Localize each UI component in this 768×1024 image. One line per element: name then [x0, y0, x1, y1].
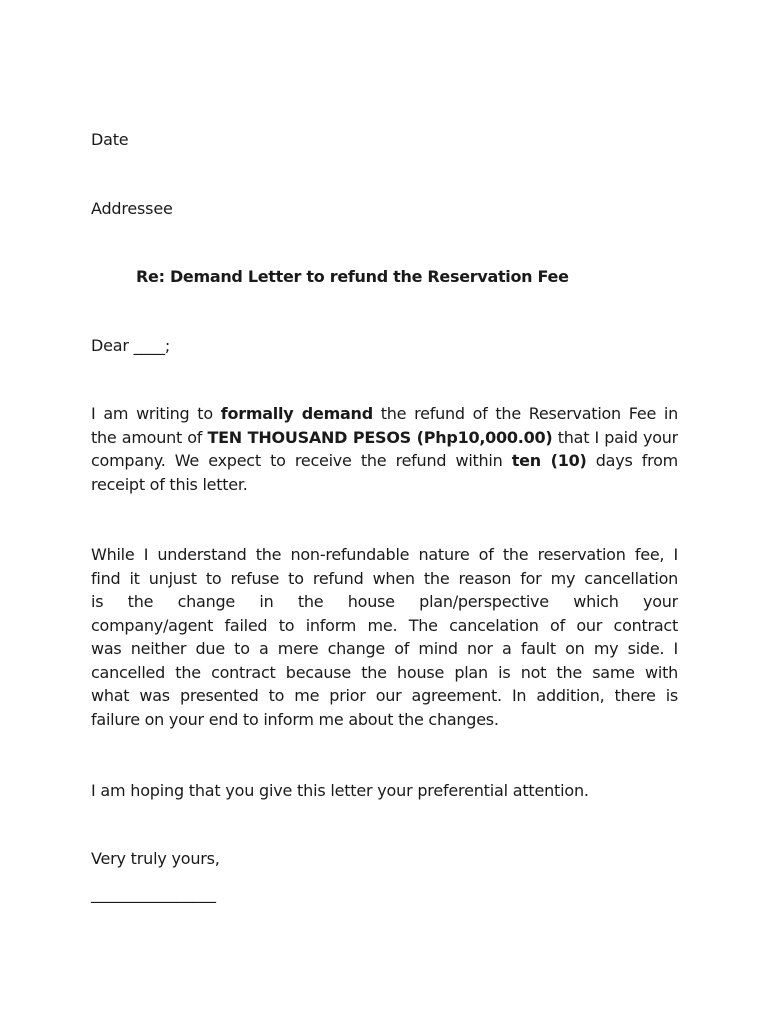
paragraph-line: failure on your end to inform me about the changes.: [91, 709, 499, 729]
text-run: days from: [586, 451, 678, 470]
bold-text-run: ten (10): [511, 451, 587, 470]
paragraph-line: cancelled the contract because the house plan is not the same with: [91, 662, 678, 682]
bold-text-run: formally demand: [220, 404, 373, 423]
bold-text-run: TEN THOUSAND PESOS (Php10,000.00): [207, 427, 553, 447]
paragraph-line: While I understand the non-refundable nature of the reservation fee, I: [91, 545, 678, 564]
paragraph-demand: [91, 402, 678, 496]
paragraph-line: was neither due to a mere change of mind nor a fault on my side. I: [91, 639, 678, 658]
paragraph-line: find it unjust to refuse to refund when the reason for my cancellation: [91, 568, 678, 588]
paragraph-line: company/agent failed to inform me. The cancelation of our contract: [91, 615, 678, 635]
paragraph-line: [91, 426, 678, 450]
text-run: I am writing to: [91, 404, 221, 423]
date-line: Date: [91, 130, 129, 149]
signature-line: ________________: [91, 884, 216, 903]
subject-line: Re: Demand Letter to refund the Reservation Fee: [136, 267, 569, 286]
text-run: the refund of the Reservation Fee in: [372, 404, 678, 423]
closing-line: Very truly yours,: [91, 849, 220, 868]
salutation-line: Dear ____;: [91, 336, 171, 355]
paragraph-line: what was presented to me prior our agreement. In addition, there is: [91, 686, 678, 705]
paragraph-explanation: [91, 543, 678, 731]
paragraph-line: is the change in the house plan/perspective which your: [91, 592, 678, 611]
addressee-line: Addressee: [91, 199, 173, 218]
text-run: company. We expect to receive the refund within: [91, 451, 512, 470]
closing-request-line: I am hoping that you give this letter your preferential attention.: [91, 781, 589, 800]
paragraph-line: [91, 402, 678, 426]
paragraph-line: receipt of this letter.: [91, 474, 248, 494]
text-run: that I paid your: [552, 427, 678, 447]
text-run: the amount of: [91, 427, 208, 447]
paragraph-line: [91, 449, 678, 473]
